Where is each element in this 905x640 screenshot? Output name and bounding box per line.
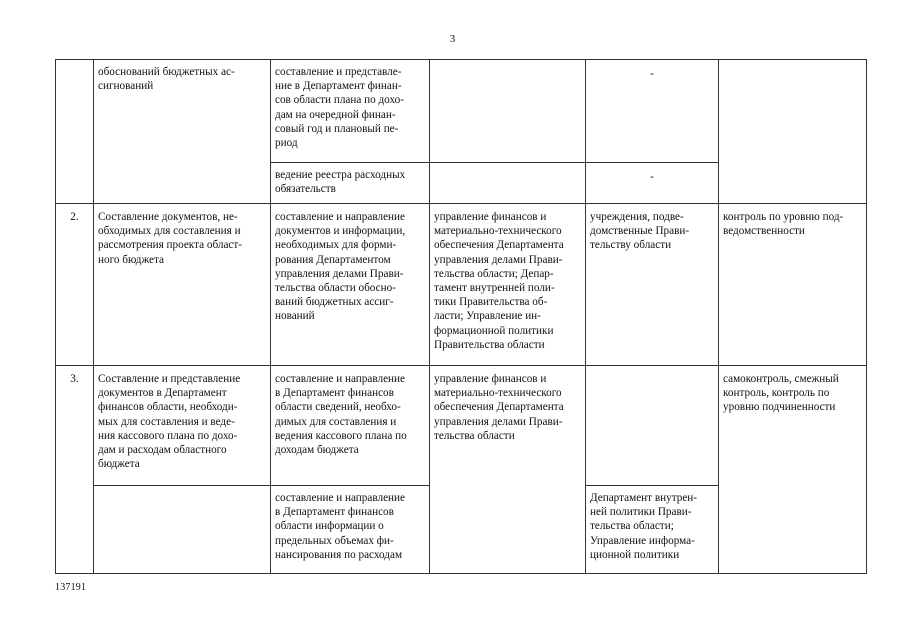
table-right-border: [866, 59, 867, 573]
row1-stage: обоснований бюджетных ас- сигнований: [98, 66, 235, 93]
row2-bottom-border: [55, 365, 867, 366]
row2-action: составление и направление документов и информации, необходимых для форми- рования Департаментом управления делами Прави- тельства области обосно- ваний бюджетных ассиг- нований: [275, 211, 406, 323]
col-divider-5: [718, 59, 719, 573]
row3-action-1: составление и направление в Департамент финансов области сведений, необхо- димых для составления и ведения кассового плана по доходам бюджета: [275, 373, 407, 457]
row1-action-1: составление и представле- ние в Департамент финан- сов области плана по дохо- дам на очередной финан- совый год и плановый пе- риод: [275, 66, 404, 150]
row1-bottom-border: [55, 203, 867, 204]
row1-sub-divider: [270, 162, 718, 163]
row2-control: контроль по уровню под- ведомственности: [723, 211, 844, 238]
table-bottom-border: [55, 573, 867, 574]
row3-sub-divider-left: [93, 485, 429, 486]
row1-participant-2: -: [650, 171, 654, 183]
row3-action-2: составление и направление в Департамент финансов области информации о предельных объемах фи- нансирования по расходам: [275, 492, 405, 561]
table-left-border: [55, 59, 56, 573]
col-divider-1: [93, 59, 94, 573]
row2-executor: управление финансов и материально-технического обеспечения Департамента управления делами Прави- тельства области; Депар- тамент внутренней поли- тики Правительства об- ласти; Управление ин- формационной политики Правительства области: [434, 211, 564, 351]
document-code: 137191: [55, 582, 87, 593]
row3-stage: Составление и представление документов в Департамент финансов области, необходи- мых для составления и веде- ния кассового плана по дохо- дам и расходам областного бюджета: [98, 373, 241, 471]
page-number: 3: [449, 33, 456, 45]
row3-sub-divider-right: [585, 485, 718, 486]
table-top-border: [55, 59, 867, 60]
row3-number: 3.: [70, 373, 79, 385]
row3-participant-2: Департамент внутрен- ней политики Прави- тельства области; Управление информа- ционной политики: [590, 492, 698, 561]
row3-executor: управление финансов и материально-технического обеспечения Департамента управления делами Прави- тельства области: [434, 373, 564, 442]
row1-participant-1: -: [650, 68, 654, 80]
row2-stage: Составление документов, не- обходимых для составления и рассмотрения проекта област- ного бюджета: [98, 211, 243, 266]
row1-action-2: ведение реестра расходных обязательств: [275, 169, 406, 196]
row2-participant: учреждения, подве- домственные Прави- тельству области: [590, 211, 690, 252]
row3-control: самоконтроль, смежный контроль, контроль по уровню подчиненности: [723, 373, 839, 414]
row2-number: 2.: [70, 211, 79, 223]
